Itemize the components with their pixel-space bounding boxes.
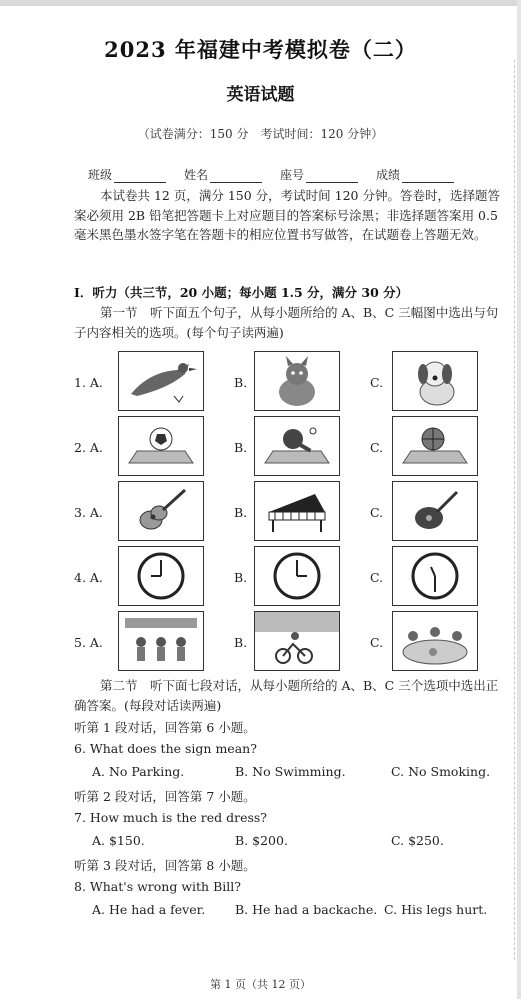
page-right-edge xyxy=(517,0,521,999)
q7-option-a[interactable]: A. $150. xyxy=(92,833,145,848)
exam-title: 2023 年福建中考模拟卷（二） xyxy=(104,37,417,62)
picture-question-2: 2. A. B. C. xyxy=(74,416,514,478)
name-field[interactable]: 姓名 xyxy=(184,166,276,183)
piano-image[interactable] xyxy=(254,481,340,541)
picture-question-5: 5. A. B. C. xyxy=(74,611,514,673)
picnic-image[interactable] xyxy=(392,611,478,671)
soccer-ball-image[interactable] xyxy=(118,416,204,476)
clock-image[interactable] xyxy=(254,546,340,606)
student-info-fields xyxy=(88,166,488,183)
picture-question-1: 1. A. B. C. xyxy=(74,351,514,413)
section2-instructions: 第二节 听下面七段对话，从每小题所给的 A、B、C 三个选项中选出正确答案。(每段对话读两遍) xyxy=(74,678,499,713)
picture-question-3: 3. A. B. C. xyxy=(74,481,514,543)
cat-image[interactable] xyxy=(254,351,340,411)
score-field[interactable]: 成绩 xyxy=(376,166,468,183)
instructions-paragraph: 本试卷共 12 页，满分 150 分，考试时间 120 分钟。答卷时，选择题答案必须用 2B 铅笔把答题卡上对应题目的答案标号涂黑；非选择题答案用 0.5 毫米黑色墨水签字笔在答题卡的相应位置书写做答，在试题卷上答题无效。 xyxy=(74,188,500,243)
page-footer: 第 1 页（共 12 页） xyxy=(210,978,311,991)
parade-image[interactable] xyxy=(118,611,204,671)
basketball-image[interactable] xyxy=(392,416,478,476)
class-field[interactable]: 班级 xyxy=(88,166,180,183)
q8-option-a[interactable]: A. He had a fever. xyxy=(92,902,206,917)
ping-pong-image[interactable] xyxy=(254,416,340,476)
q7-option-c[interactable]: C. $250. xyxy=(391,833,444,848)
exam-meta: （试卷满分：150 分 考试时间：120 分钟） xyxy=(137,127,384,141)
pipa-image[interactable] xyxy=(392,481,478,541)
q6-option-a[interactable]: A. No Parking. xyxy=(92,764,185,779)
q8-option-b[interactable]: B. He had a backache. xyxy=(235,902,378,917)
dialogue-3-intro: 听第 3 段对话，回答第 8 小题。 xyxy=(74,858,256,873)
cycling-image[interactable] xyxy=(254,611,340,671)
q7-option-b[interactable]: B. $200. xyxy=(235,833,288,848)
picture-question-4: 4. A. B. C. xyxy=(74,546,514,608)
page-top-edge xyxy=(0,0,521,6)
clock-image[interactable] xyxy=(118,546,204,606)
guitar-image[interactable] xyxy=(118,481,204,541)
dialogue-1-intro: 听第 1 段对话，回答第 6 小题。 xyxy=(74,720,256,735)
exam-subtitle: 英语试题 xyxy=(226,85,295,105)
part1-heading: Ⅰ．听力（共三节，20 小题；每小题 1.5 分，满分 30 分） xyxy=(74,285,409,300)
dialogue-2-intro: 听第 2 段对话，回答第 7 小题。 xyxy=(74,789,256,804)
question-6: 6. What does the sign mean? xyxy=(74,741,257,756)
seat-field[interactable]: 座号 xyxy=(280,166,372,183)
clock-image[interactable] xyxy=(392,546,478,606)
q6-option-b[interactable]: B. No Swimming. xyxy=(235,764,346,779)
question-8: 8. What's wrong with Bill? xyxy=(74,879,241,894)
section1-instructions: 第一节 听下面五个句子，从每小题所给的 A、B、C 三幅图中选出与句子内容相关的选项。(每个句子读两遍) xyxy=(74,305,499,340)
binding-dashed-line xyxy=(514,60,515,960)
q6-option-c[interactable]: C. No Smoking. xyxy=(391,764,491,779)
bird-image[interactable] xyxy=(118,351,204,411)
q8-option-c[interactable]: C. His legs hurt. xyxy=(384,902,488,917)
dog-image[interactable] xyxy=(392,351,478,411)
question-7: 7. How much is the red dress? xyxy=(74,810,268,825)
